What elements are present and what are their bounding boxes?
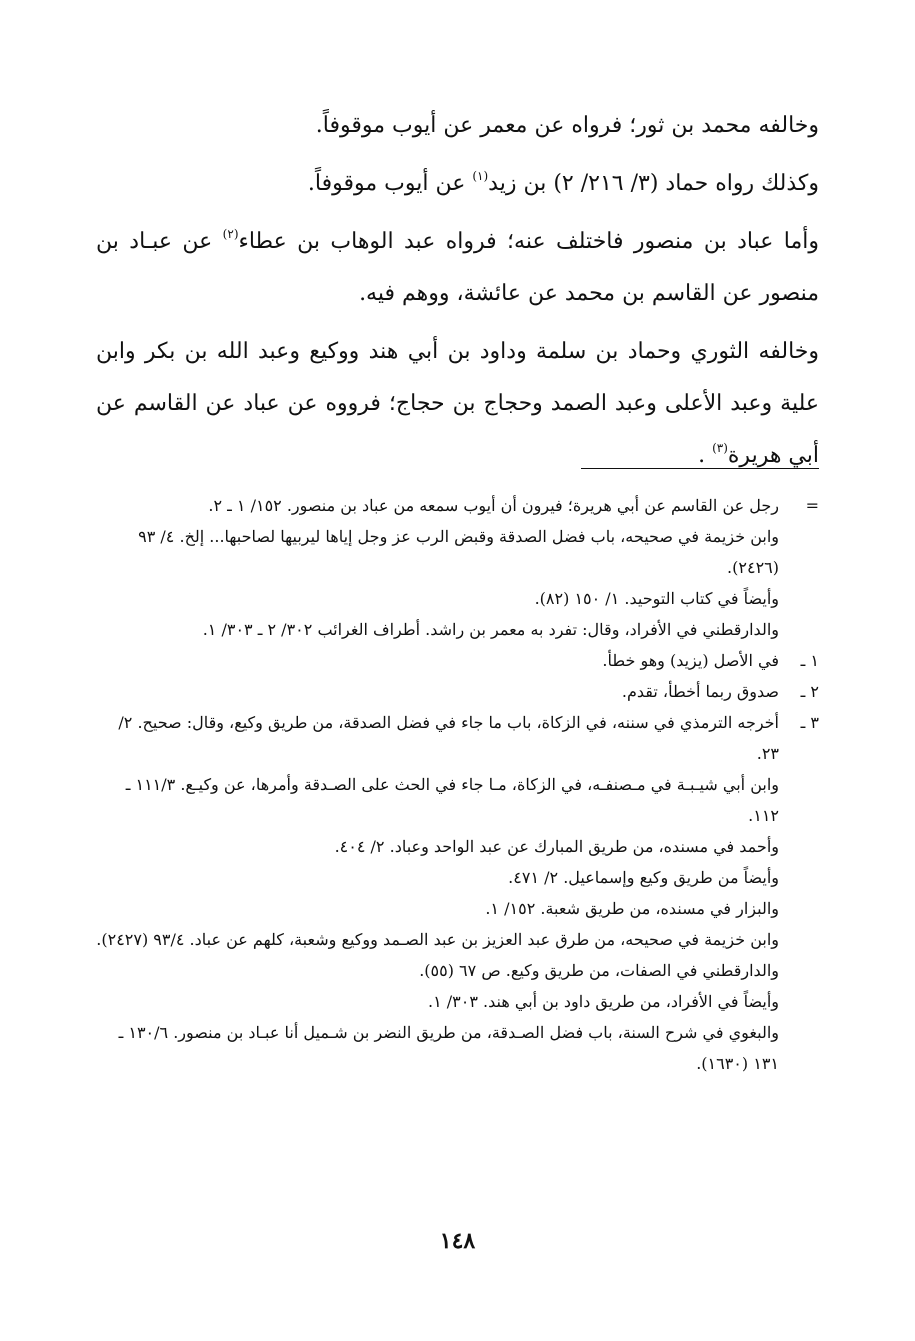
footnote-marker: = bbox=[805, 496, 819, 515]
footnote-line: رجل عن القاسم عن أبي هريرة؛ فيرون أن أيوب سمعه من عباد بن منصور. ١٥٢/ ١ ـ ٢. bbox=[208, 496, 779, 515]
footnote-ref[interactable]: (٣) bbox=[712, 440, 728, 455]
footnote-divider bbox=[581, 468, 819, 469]
footnote-line: وأحمد في مسنده، من طريق المبارك عن عبد الواحد وعباد. ٢/ ٤٠٤. bbox=[334, 837, 779, 856]
footnote-line: صدوق ربما أخطأ، تقدم. bbox=[621, 682, 779, 701]
footnote-line: والبزار في مسنده، من طريق شعبة. ١٥٢/ ١. bbox=[485, 899, 779, 918]
paragraph: وكذلك رواه حماد (٣/ ٢١٦/ ٢) بن زيد$^{(١)}$ عن أيوب موقوفاً. bbox=[307, 168, 819, 196]
footnote-marker: ٢ ـ bbox=[800, 682, 819, 701]
paragraph: وأما عباد بن منصور فاختلف عنه؛ فرواه عبد الوهاب بن عطاء$^{(٢)}$ عن عبـاد بن منصور عن القاسم بن محمد عن عائشة، ووهم فيه. bbox=[96, 226, 819, 306]
footnote-line: وابن أبي شيـبـة في مـصنفـه، في الزكاة، مـا جاء في الحث على الصـدقة وأمرها، عن وكيـع. ١١١/٣ ـ ١١٢. bbox=[125, 775, 779, 825]
footnote-line: والبغوي في شرح السنة، باب فضل الصـدقة، من طريق النضر بن شـميل أنا عبـاد بن منصور. ١٣٠/٦ ـ ١٣١ (١٦٣٠). bbox=[118, 1023, 779, 1073]
footnote-line: وابن خزيمة في صحيحه، باب فضل الصدقة وقبض الرب عز وجل إياها ليربيها لصاحبها... إلخ. ٤/ ٩٣ (٢٤٢٦). bbox=[138, 527, 779, 577]
footnote-line: وأيضاً في كتاب التوحيد. ١/ ١٥٠ (٨٢). bbox=[534, 589, 779, 608]
paragraph: وخالفه الثوري وحماد بن سلمة وداود بن أبي هند ووكيع وعبد الله بن بكر وابن علية وعبد الأعلى وعبد الصمد وحجاج بن حجاج؛ فرووه عن عباد عن القاسم عن أبي هريرة$^{(٣)}$ . bbox=[96, 339, 819, 468]
footnote-line: وأيضاً من طريق وكيع وإسماعيل. ٢/ ٤٧١. bbox=[508, 868, 779, 887]
footnote-2 bbox=[96, 676, 819, 707]
footnote-continued bbox=[96, 490, 819, 645]
footnotes bbox=[96, 490, 819, 1079]
footnote-line: والدارقطني في الصفات، من طريق وكيع. ص ٦٧ (٥٥). bbox=[419, 961, 779, 980]
footnote-3 bbox=[96, 707, 819, 1079]
footnote-ref[interactable]: (٢) bbox=[222, 226, 239, 241]
footnote-marker: ٣ ـ bbox=[800, 713, 819, 732]
footnote-line: أخرجه الترمذي في سننه، في الزكاة، باب ما جاء في فضل الصدقة، من طريق وكيع، وقال: صحيح. ٢/ ٢٣. bbox=[118, 713, 779, 763]
footnote-line: والدارقطني في الأفراد، وقال: تفرد به معمر بن راشد. أطراف الغرائب ٣٠٢/ ٢ ـ ٣٠٣/ ١. bbox=[202, 620, 779, 639]
footnote-line: وأيضاً في الأفراد، من طريق داود بن أبي هند. ٣٠٣/ ١. bbox=[427, 992, 779, 1011]
main-text bbox=[96, 100, 819, 482]
footnote-marker: ١ ـ bbox=[800, 651, 819, 670]
footnote-line: في الأصل (يزيد) وهو خطأ. bbox=[602, 651, 779, 670]
paragraph: وخالفه محمد بن ثور؛ فرواه عن معمر عن أيوب موقوفاً. bbox=[315, 113, 819, 138]
footnote-ref[interactable]: (١) bbox=[472, 168, 489, 183]
page-number: ١٤٨ bbox=[439, 1228, 476, 1254]
footnote-line: وابن خزيمة في صحيحه، من طرق عبد العزيز بن عبد الصـمد ووكيع وشعبة، كلهم عن عباد. ٩٣/٤ (٢٤٢٧). bbox=[96, 930, 779, 949]
footnote-1 bbox=[96, 645, 819, 676]
